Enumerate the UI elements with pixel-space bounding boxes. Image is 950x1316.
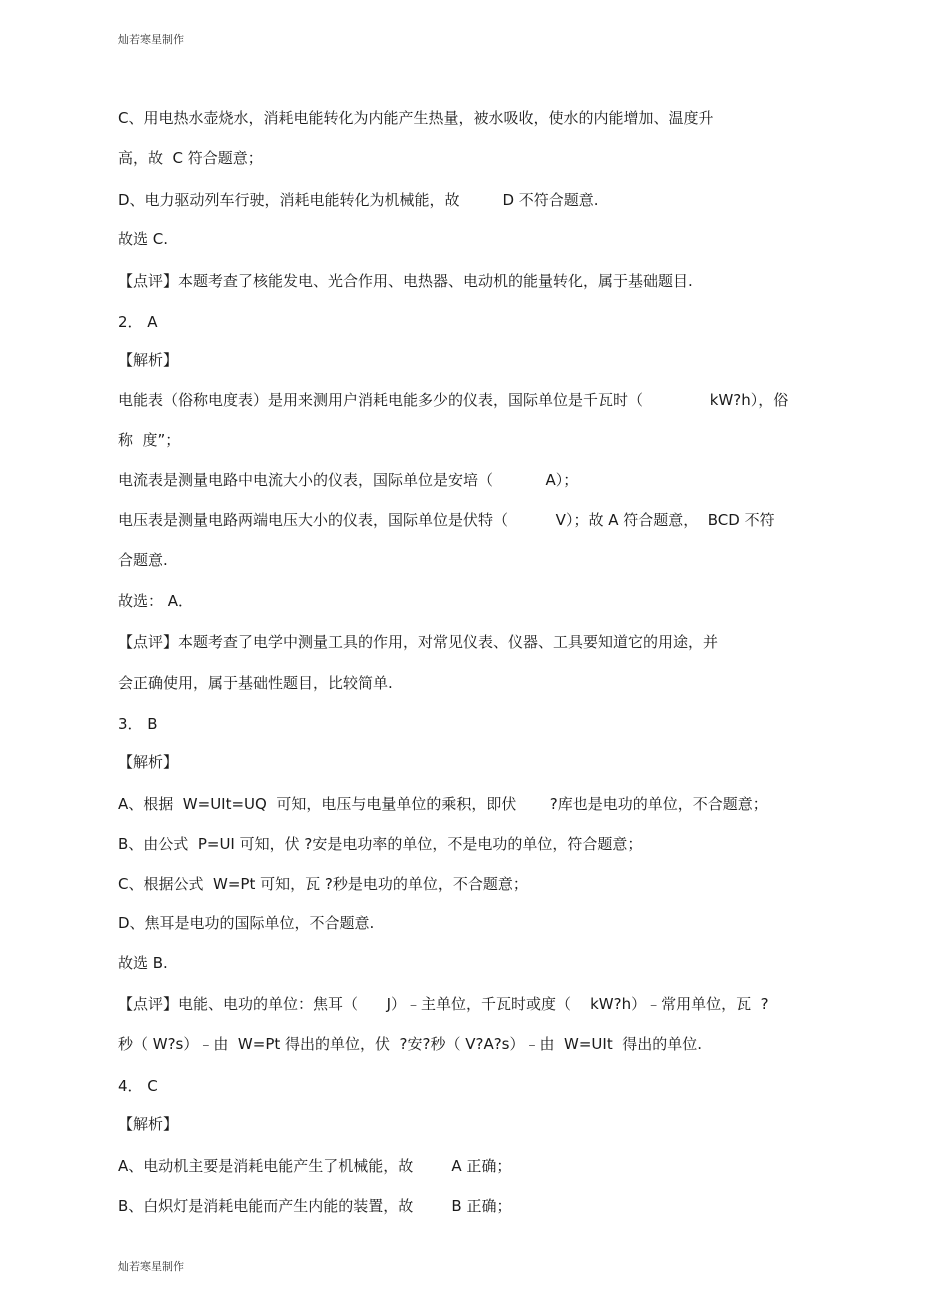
text-line: 【点评】本题考查了核能发电、光合作用、电热器、电动机的能量转化，属于基础题目. (118, 272, 693, 290)
text-line: 电能表（俗称电度表）是用来测用户消耗电能多少的仪表，国际单位是千瓦时（ kW?h），俗 (118, 391, 789, 409)
page-header: 灿若寒星制作 (118, 33, 184, 46)
text-line: B、白炽灯是消耗电能而产生内能的装置，故 B 正确； (118, 1197, 512, 1215)
text-line: 称 度”； (118, 431, 181, 449)
text-line: 电压表是测量电路两端电压大小的仪表，国际单位是伏特（ V）；故 A 符合题意， BCD 不符 (118, 511, 775, 529)
section-heading: 【解析】 (118, 1115, 179, 1133)
question-number: 2． A (118, 313, 158, 331)
text-line: B、由公式 P=UI 可知，伏 ?安是电功率的单位，不是电功的单位，符合题意； (118, 835, 643, 853)
question-number: 3． B (118, 715, 158, 733)
text-line: D、电力驱动列车行驶，消耗电能转化为机械能，故 D 不符合题意. (118, 191, 599, 209)
text-line: 会正确使用，属于基础性题目，比较简单. (118, 674, 393, 692)
page-footer: 灿若寒星制作 (118, 1260, 184, 1273)
text-line: 故选： A． (118, 592, 194, 610)
text-line: 电流表是测量电路中电流大小的仪表，国际单位是安培（ A）； (118, 471, 579, 489)
text-line: 高，故 C 符合题意； (118, 149, 263, 167)
text-line: C、根据公式 W=Pt 可知，瓦 ?秒是电功的单位，不合题意； (118, 875, 528, 893)
text-line: C、用电热水壶烧水，消耗电能转化为内能产生热量，被水吸收，使水的内能增加、温度升 (118, 109, 714, 127)
text-line: A、电动机主要是消耗电能产生了机械能，故 A 正确； (118, 1157, 512, 1175)
section-heading: 【解析】 (118, 753, 179, 771)
text-line: 秒（ W?s）﹣由 W=Pt 得出的单位，伏 ?安?秒（ V?A?s）﹣由 W=UIt 得出的单位. (118, 1035, 703, 1053)
text-line: 故选 B. (118, 954, 168, 972)
text-line: 合题意. (118, 551, 168, 569)
text-line: 【点评】电能、电功的单位：焦耳（ J）﹣主单位，千瓦时或度（ kW?h）﹣常用单位，瓦 ? (118, 995, 769, 1013)
text-line: 故选 C. (118, 230, 169, 248)
text-line: D、焦耳是电功的国际单位，不合题意. (118, 914, 375, 932)
question-number: 4． C (118, 1077, 158, 1095)
text-line: 【点评】本题考查了电学中测量工具的作用，对常见仪表、仪器、工具要知道它的用途，并 (118, 633, 719, 651)
text-line: A、根据 W=UIt=UQ 可知，电压与电量单位的乘积，即伏 ?库也是电功的单位，不合题意； (118, 795, 768, 813)
section-heading: 【解析】 (118, 351, 179, 369)
